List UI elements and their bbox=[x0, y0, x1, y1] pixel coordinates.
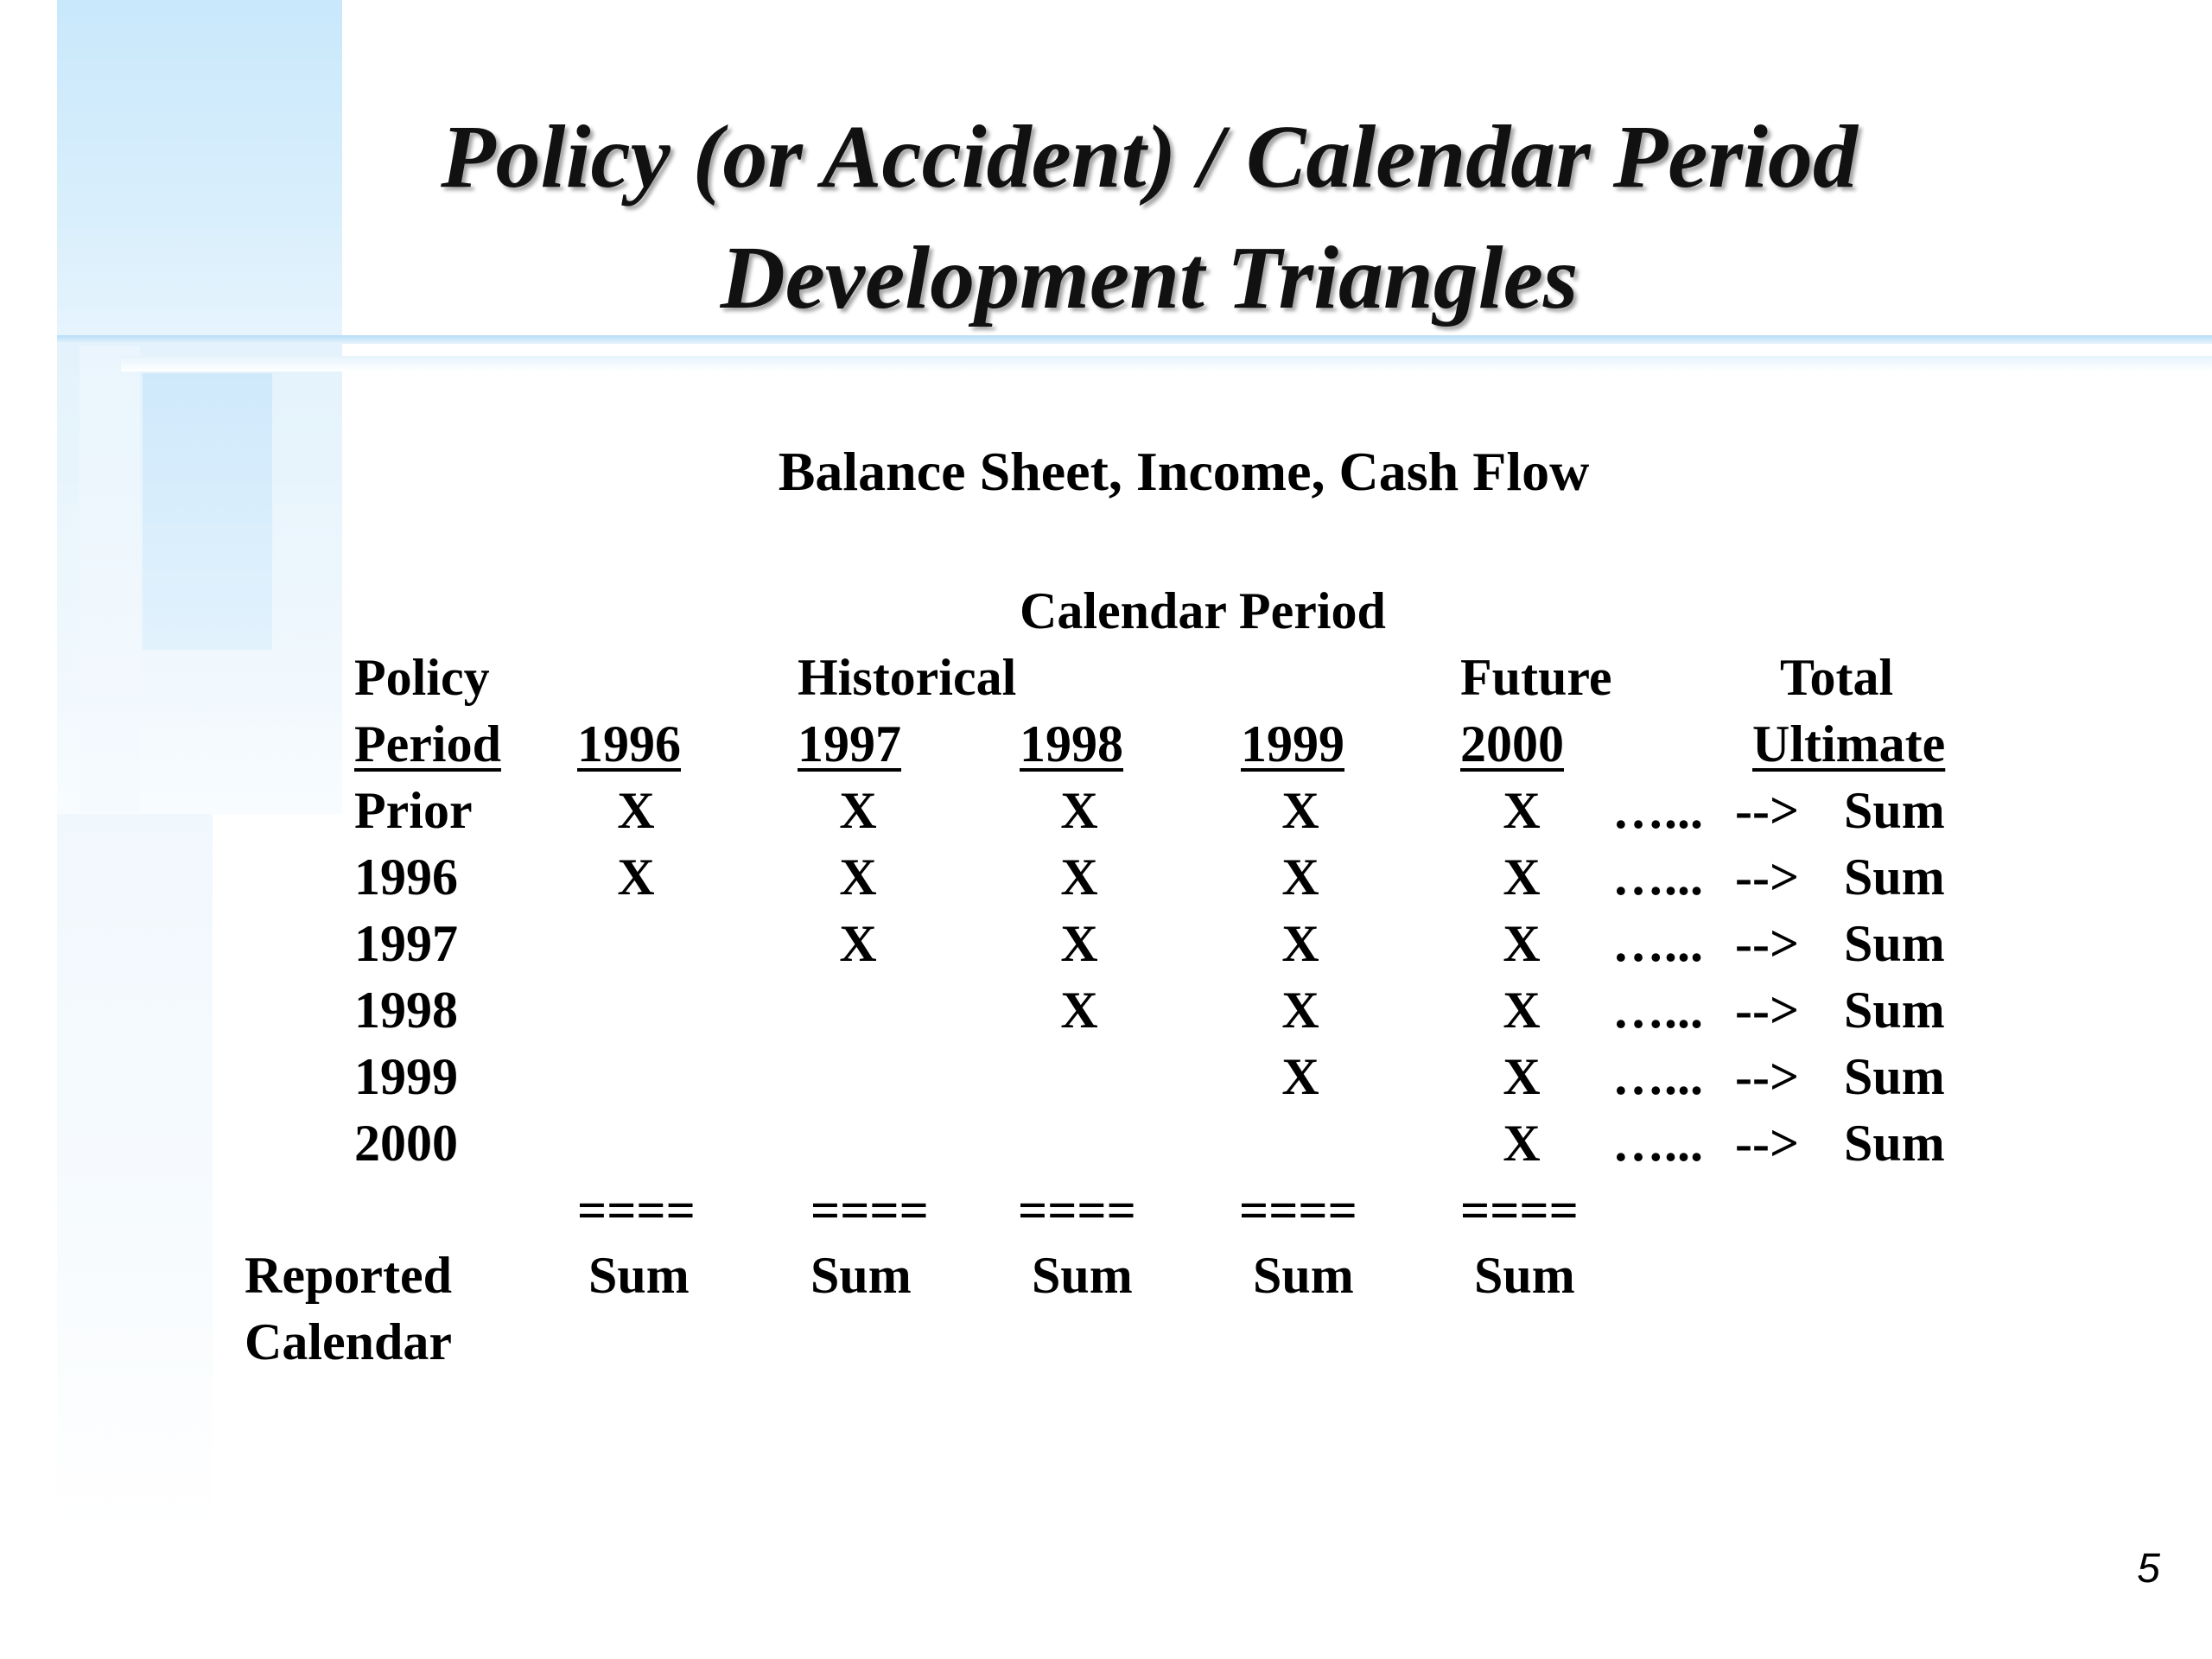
row-sum: Sum bbox=[1844, 1048, 1945, 1105]
header-policy: Policy bbox=[354, 649, 490, 706]
column-header-1997: 1997 bbox=[798, 715, 901, 772]
column-sum: Sum bbox=[588, 1247, 690, 1304]
table-cell: X bbox=[1503, 1048, 1541, 1105]
separator: ==== bbox=[1460, 1182, 1579, 1239]
table-cell: X bbox=[1503, 982, 1541, 1039]
header-ultimate: Ultimate bbox=[1752, 715, 1946, 772]
column-sum: Sum bbox=[1474, 1247, 1575, 1304]
row-dots: …... bbox=[1612, 982, 1703, 1039]
separator: ==== bbox=[810, 1182, 929, 1239]
row-dots: …... bbox=[1612, 782, 1703, 839]
row-arrow: --> bbox=[1735, 1115, 1800, 1172]
decorative-gradient-block bbox=[57, 814, 213, 1531]
reported-label-line-2: Calendar bbox=[245, 1313, 452, 1370]
row-label: 2000 bbox=[354, 1115, 458, 1172]
row-sum: Sum bbox=[1844, 915, 1945, 972]
table-cell: X bbox=[839, 782, 877, 839]
row-sum: Sum bbox=[1844, 849, 1945, 906]
slide-title-line-1: Policy (or Accident) / Calendar Period bbox=[441, 107, 1858, 207]
header-calendar-period: Calendar Period bbox=[1020, 582, 1386, 639]
separator: ==== bbox=[577, 1182, 696, 1239]
row-label: 1999 bbox=[354, 1048, 458, 1105]
row-label: Prior bbox=[354, 782, 473, 839]
table-cell: X bbox=[1281, 915, 1319, 972]
slide-title-line-2: Development Triangles bbox=[720, 228, 1579, 327]
table-cell: X bbox=[1060, 782, 1098, 839]
row-arrow: --> bbox=[1735, 849, 1800, 906]
title-divider-shadow bbox=[121, 356, 2212, 372]
table-cell: X bbox=[1060, 915, 1098, 972]
row-sum: Sum bbox=[1844, 1115, 1945, 1172]
table-cell: X bbox=[1503, 915, 1541, 972]
row-arrow: --> bbox=[1735, 1048, 1800, 1105]
table-cell: X bbox=[1060, 982, 1098, 1039]
column-header-1996: 1996 bbox=[577, 715, 681, 772]
row-sum: Sum bbox=[1844, 982, 1945, 1039]
table-cell: X bbox=[617, 849, 655, 906]
header-future: Future bbox=[1460, 649, 1612, 706]
row-arrow: --> bbox=[1735, 982, 1800, 1039]
header-historical: Historical bbox=[798, 649, 1017, 706]
table-cell: X bbox=[1060, 849, 1098, 906]
header-period: Period bbox=[354, 715, 501, 772]
row-dots: …... bbox=[1612, 849, 1703, 906]
table-cell: X bbox=[1281, 982, 1319, 1039]
separator: ==== bbox=[1239, 1182, 1357, 1239]
table-cell: X bbox=[1281, 849, 1319, 906]
table-cell: X bbox=[1281, 782, 1319, 839]
table-cell: X bbox=[839, 849, 877, 906]
row-sum: Sum bbox=[1844, 782, 1945, 839]
slide-title bbox=[294, 97, 2005, 339]
reported-label-line-1: Reported bbox=[245, 1247, 452, 1304]
table-cell: X bbox=[1503, 849, 1541, 906]
row-arrow: --> bbox=[1735, 915, 1800, 972]
column-header-2000: 2000 bbox=[1460, 715, 1564, 772]
row-dots: …... bbox=[1612, 915, 1703, 972]
separator: ==== bbox=[1018, 1182, 1136, 1239]
slide-subtitle: Balance Sheet, Income, Cash Flow bbox=[778, 441, 1590, 502]
table-cell: X bbox=[1503, 782, 1541, 839]
row-dots: …... bbox=[1612, 1048, 1703, 1105]
row-label: 1998 bbox=[354, 982, 458, 1039]
column-sum: Sum bbox=[1253, 1247, 1354, 1304]
decorative-gradient-block bbox=[143, 373, 272, 650]
row-label: 1997 bbox=[354, 915, 458, 972]
header-total: Total bbox=[1780, 649, 1894, 706]
row-arrow: --> bbox=[1735, 782, 1800, 839]
row-dots: …... bbox=[1612, 1115, 1703, 1172]
table-cell: X bbox=[617, 782, 655, 839]
column-sum: Sum bbox=[1032, 1247, 1133, 1304]
table-cell: X bbox=[1281, 1048, 1319, 1105]
column-header-1998: 1998 bbox=[1020, 715, 1123, 772]
decorative-gradient-block bbox=[79, 346, 140, 812]
page-number: 5 bbox=[2137, 1546, 2160, 1592]
table-cell: X bbox=[1503, 1115, 1541, 1172]
row-label: 1996 bbox=[354, 849, 458, 906]
table-cell: X bbox=[839, 915, 877, 972]
column-header-1999: 1999 bbox=[1241, 715, 1344, 772]
column-sum: Sum bbox=[810, 1247, 912, 1304]
